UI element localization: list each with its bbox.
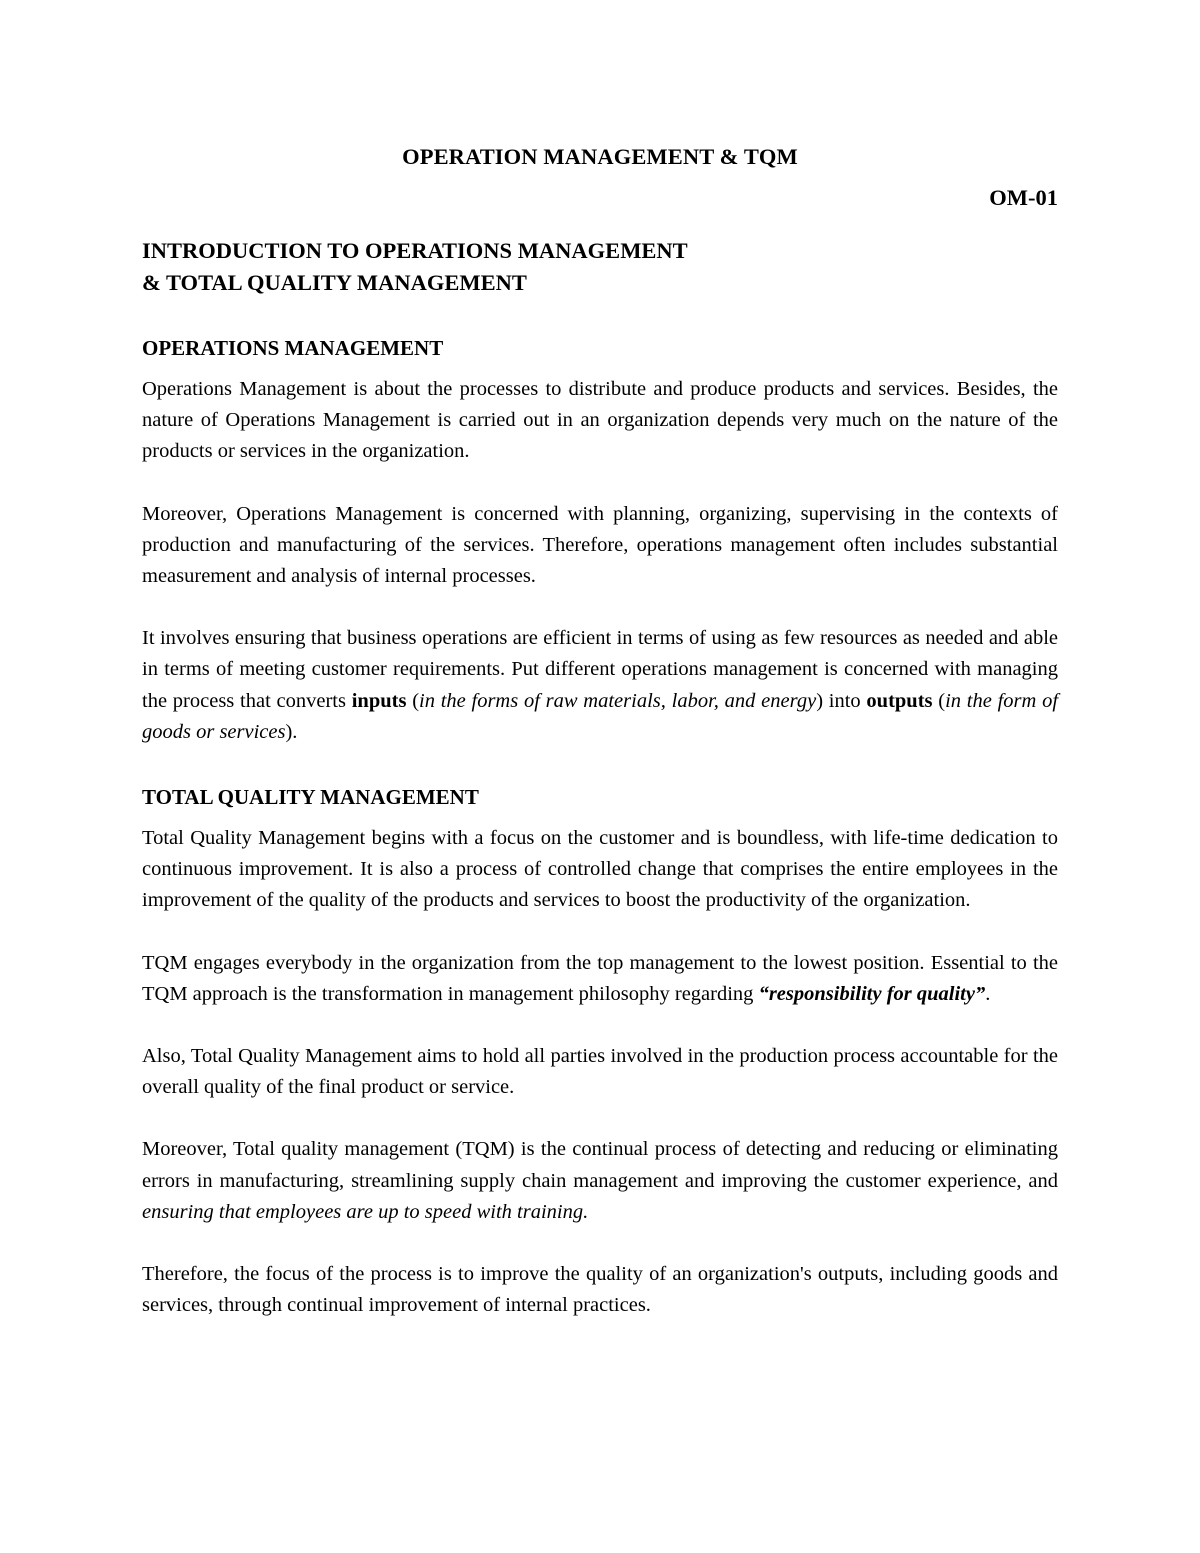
tqm-paragraph-4 [142,1134,1058,1228]
tqm-paragraph-2-text-1: TQM engages everybody in the organization from the top management to the lowest position. Essential to the TQM approach is the transformation in management philosophy regarding [142,951,1058,1005]
section-heading-operations-management: OPERATIONS MANAGEMENT [142,336,444,360]
outputs-term: outputs [866,689,933,712]
document-title: OPERATION MANAGEMENT & TQM [402,144,798,169]
main-heading-line-2: & TOTAL QUALITY MANAGEMENT [142,270,527,295]
inputs-description: in the forms of raw materials, labor, and energy [419,689,817,712]
document-code: OM-01 [989,185,1058,210]
main-heading [142,235,1058,299]
tqm-paragraph-2 [142,948,1058,1010]
om-paragraph-3-text-4: ( [932,689,946,712]
document-page [142,140,1058,1321]
om-paragraph-3 [142,623,1058,748]
inputs-term: inputs [351,689,407,712]
tqm-paragraph-4-text-1: Moreover, Total quality management (TQM) is the continual process of detecting and reducing or eliminating errors in manufacturing, streamlining supply chain management and improving the customer experience, and [142,1138,1058,1192]
responsibility-quote: “responsibility for quality” [758,982,986,1005]
tqm-paragraph-2-text-2: . [985,982,991,1005]
tqm-paragraph-3: Also, Total Quality Management aims to hold all parties involved in the production process accountable for the overall quality of the final product or service. [142,1045,1058,1099]
om-paragraph-3-text-3: ) into [816,689,867,712]
om-paragraph-1: Operations Management is about the processes to distribute and produce products and services. Besides, the nature of Operations Management is carried out in an organization depends very much on the nature of the products or services in the organization. [142,378,1058,463]
om-paragraph-3-text-1: It involves ensuring that business operations are efficient in terms of using as few resources as needed and able in terms of meeting customer requirements. Put different operations management is concerned with managing the process that converts [142,627,1058,712]
tqm-paragraph-5: Therefore, the focus of the process is to improve the quality of an organization's outputs, including goods and services, through continual improvement of internal practices. [142,1263,1058,1317]
section-heading-total-quality-management: TOTAL QUALITY MANAGEMENT [142,785,479,810]
om-paragraph-2: Moreover, Operations Management is concerned with planning, organizing, supervising in the contexts of production and manufacturing of the services. Therefore, operations management often includes substantial measurement and analysis of internal processes. [142,502,1058,588]
om-paragraph-3-text-2: ( [406,689,420,712]
training-emphasis: ensuring that employees are up to speed with training. [142,1200,589,1223]
tqm-paragraph-1: Total Quality Management begins with a focus on the customer and is boundless, with life-time dedication to continuous improvement. It is also a process of controlled change that comprises the entire employees in the improvement of the quality of the products and services to boost the productivity of the organization. [142,827,1058,912]
outputs-description: in the form of goods or services [142,689,1059,743]
om-paragraph-3-text-5: ). [285,720,298,743]
main-heading-line-1: INTRODUCTION TO OPERATIONS MANAGEMENT [142,238,688,263]
